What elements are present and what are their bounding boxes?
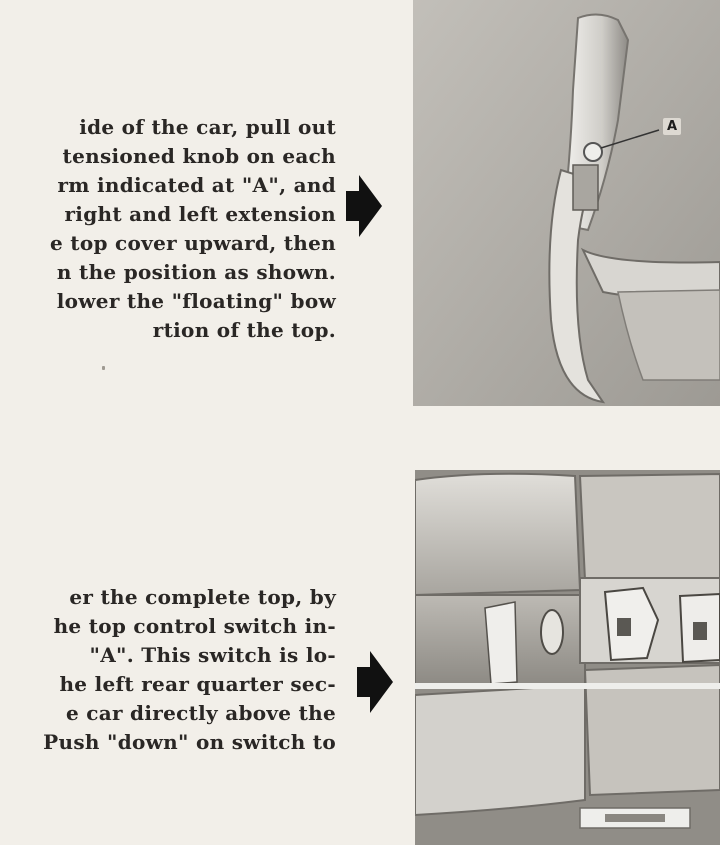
text-line: lower the "floating" bow xyxy=(56,289,336,313)
instruction-text-block-2 xyxy=(43,583,336,757)
instruction-text-block-1 xyxy=(50,113,336,345)
convertible-top-knob-photo xyxy=(413,0,720,406)
paper-speck xyxy=(102,366,105,370)
right-arrow-icon xyxy=(344,171,384,241)
text-line: n the position as shown. xyxy=(56,260,336,284)
top-control-switch-photo xyxy=(415,470,720,845)
text-line: "A". This switch is lo- xyxy=(89,643,336,667)
text-line: rm indicated at "A", and xyxy=(57,173,336,197)
text-line: ide of the car, pull out xyxy=(79,115,336,139)
text-line: tensioned knob on each xyxy=(62,144,336,168)
text-line: e car directly above the xyxy=(65,701,336,725)
text-line: Push "down" on switch to xyxy=(43,730,336,754)
text-line: er the complete top, by xyxy=(69,585,336,609)
right-arrow-icon xyxy=(355,647,395,717)
callout-label: A xyxy=(663,118,681,135)
text-line: he left rear quarter sec- xyxy=(59,672,336,696)
text-line: rtion of the top. xyxy=(152,318,336,342)
text-line: he top control switch in- xyxy=(53,614,336,638)
text-line: right and left extension xyxy=(64,202,336,226)
text-line: e top cover upward, then xyxy=(50,231,336,255)
